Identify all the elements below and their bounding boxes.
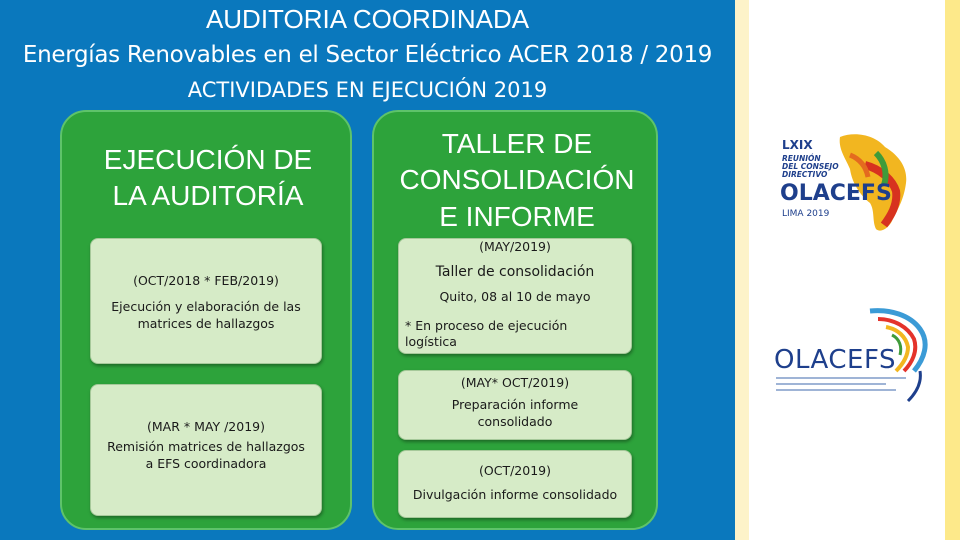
logo-place: LIMA 2019 [782,209,830,219]
workshop-heading [374,126,660,235]
card-period: (MAY/2019) [479,239,551,254]
slide-title: AUDITORIA COORDINADA [205,4,530,34]
workshop-heading-line1: TALLER DE [441,128,593,159]
card-note-line1: * En proceso de ejecución [405,317,568,333]
card-text-line2: a EFS coordinadora [145,455,267,471]
execution-heading [62,142,354,215]
logo-tagline-rule [776,389,896,391]
card-period: (MAY* OCT/2019) [460,375,570,390]
activity-card-dissemination [398,450,632,518]
activity-card-submission [90,384,322,516]
card-note-line2: logística [405,333,457,349]
logo-brand-bottom: OLACEFS [774,345,896,375]
logo-line1: LXIX [782,138,813,152]
divider-stripe [735,0,749,540]
card-text: Quito, 08 al 10 de mayo [439,289,591,305]
card-period: (OCT/2018 * FEB/2019) [133,273,279,288]
execution-heading-line2: LA AUDITORÍA [112,180,304,212]
olacefs-logo [770,305,945,405]
logo-tagline-rule [776,383,886,385]
logo-line3: DEL CONSEJO [782,161,839,171]
workshop-heading-line2: CONSOLIDACIÓN [399,164,635,196]
card-text-line1: Ejecución y elaboración de las [111,299,301,315]
activity-card-report-prep [398,370,632,440]
activity-card-workshop [398,238,632,354]
section-title: ACTIVIDADES EN EJECUCIÓN 2019 [187,78,548,102]
card-text-line2: matrices de hallazgos [137,315,275,331]
logo-brand: OLACEFS [780,181,892,206]
olacefs-lima-logo [780,125,945,235]
slide-subtitle: Energías Renovables en el Sector Eléctrico ACER 2018 / 2019 [22,42,713,68]
card-period: (MAR * MAY /2019) [147,419,265,434]
logo-panel [749,0,960,540]
card-text-line2: consolidado [477,413,553,429]
card-text-line1: Preparación informe [451,397,579,413]
card-text: Divulgación informe consolidado [412,487,618,503]
logo-line4: DIRECTIVO [782,169,828,179]
activity-card-execution [90,238,322,364]
execution-heading-line1: EJECUCIÓN DE [103,144,313,175]
card-period: (OCT/2019) [479,463,551,478]
logo-line2: REUNIÓN [782,154,821,163]
accent-bar [945,0,960,540]
card-text-line1: Remisión matrices de hallazgos [107,439,305,455]
card-title: Taller de consolidación [435,264,595,281]
workshop-heading-line3: E INFORME [439,200,595,232]
logo-tagline-rule [776,377,906,379]
